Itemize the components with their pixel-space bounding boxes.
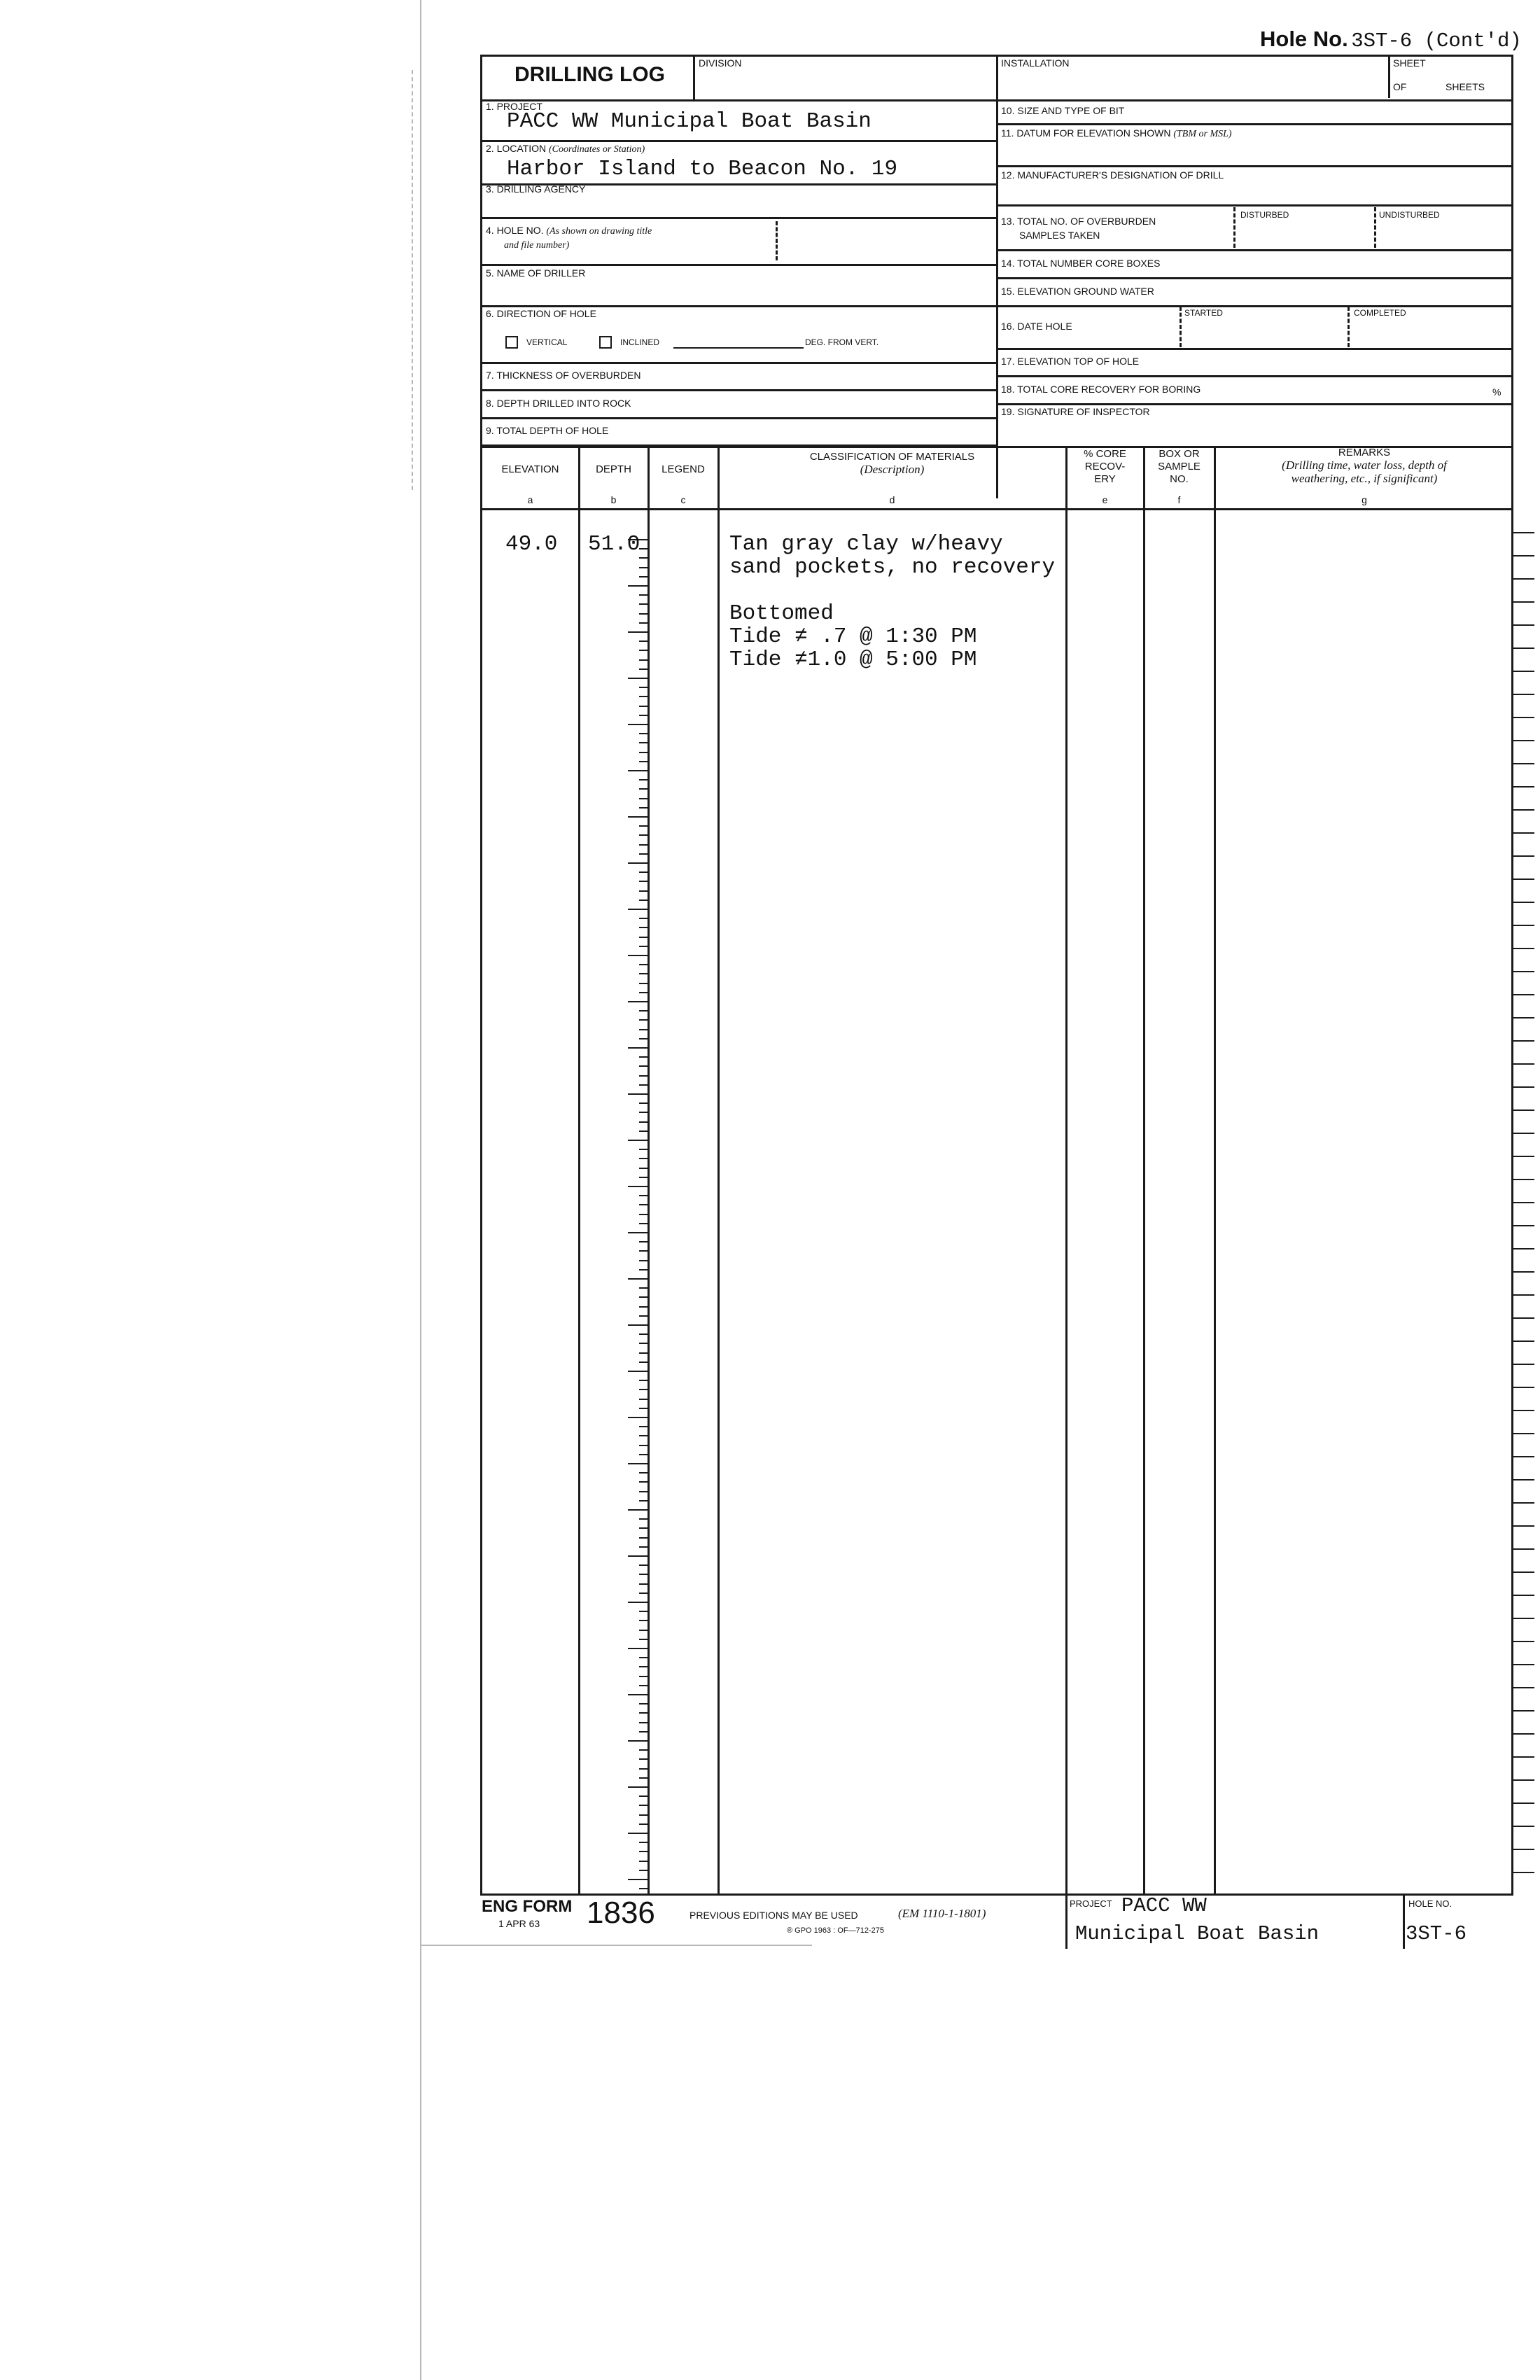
depth-tick <box>639 687 648 688</box>
depth-tick <box>639 1010 648 1011</box>
core-recovery-label: 18. TOTAL CORE RECOVERY FOR BORING <box>1001 384 1201 395</box>
legend-header: LEGEND <box>662 463 705 475</box>
depth-tick <box>639 1343 648 1344</box>
division-label: DIVISION <box>699 57 742 69</box>
depth-tick <box>628 1232 648 1233</box>
gpo-note: ® GPO 1963 : OF—712-275 <box>787 1926 884 1935</box>
scan-artifact-line <box>412 70 413 490</box>
edge-tick <box>1513 601 1534 603</box>
edge-tick <box>1513 948 1534 949</box>
depth-tick <box>639 1712 648 1714</box>
depth-tick <box>639 1149 648 1150</box>
depth-tick <box>639 937 648 938</box>
edge-tick <box>1513 1802 1534 1804</box>
inspector-signature-label: 19. SIGNATURE OF INSPECTOR <box>1001 406 1150 417</box>
depth-tick <box>639 1491 648 1492</box>
depth-tick <box>639 1112 648 1113</box>
depth-tick <box>639 761 648 762</box>
depth-tick <box>639 1075 648 1077</box>
column-letter: f <box>1177 494 1181 505</box>
depth-tick <box>628 1417 648 1418</box>
edge-tick <box>1513 1156 1534 1157</box>
edge-tick <box>1513 1572 1534 1573</box>
edge-tick <box>1513 786 1534 788</box>
edge-tick <box>1513 1202 1534 1203</box>
depth-tick <box>628 1463 648 1464</box>
edge-tick <box>1513 763 1534 764</box>
edge-tick <box>1513 1340 1534 1342</box>
edge-tick <box>1513 1248 1534 1250</box>
depth-tick <box>639 1214 648 1215</box>
depth-tick <box>628 862 648 864</box>
undisturbed-label: UNDISTURBED <box>1379 210 1440 220</box>
ground-water-label: 15. ELEVATION GROUND WATER <box>1001 286 1154 297</box>
edge-tick <box>1513 1502 1534 1504</box>
percent-sign: % <box>1492 386 1502 398</box>
depth-tick <box>639 1204 648 1205</box>
depth-tick <box>639 1454 648 1455</box>
hole-no-label: Hole No. <box>1260 27 1348 51</box>
depth-tick <box>639 1777 648 1779</box>
drill-designation-label: 12. MANUFACTURER'S DESIGNATION OF DRILL <box>1001 169 1224 181</box>
entry-description-line: sand pockets, no recovery <box>729 555 1056 580</box>
edge-tick <box>1513 694 1534 695</box>
depth-tick <box>639 548 648 550</box>
depth-tick <box>639 1315 648 1317</box>
depth-tick <box>639 1158 648 1159</box>
depth-tick <box>639 1038 648 1040</box>
edge-tick <box>1513 1063 1534 1065</box>
depth-tick <box>639 825 648 827</box>
footer-project-label: PROJECT <box>1070 1898 1112 1909</box>
depth-tick <box>639 1481 648 1483</box>
depth-into-rock-label: 8. DEPTH DRILLED INTO ROCK <box>486 398 631 409</box>
depth-tick <box>639 1306 648 1308</box>
depth-tick <box>628 955 648 956</box>
depth-tick <box>639 567 648 568</box>
depth-tick <box>639 733 648 734</box>
edge-tick <box>1513 832 1534 834</box>
sheet-label: SHEET <box>1393 57 1426 69</box>
edge-tick <box>1513 578 1534 580</box>
depth-tick <box>639 1250 648 1252</box>
depth-tick <box>628 1833 648 1834</box>
entry-description-line: Tan gray clay w/heavy <box>729 532 1003 556</box>
depth-tick <box>639 1611 648 1612</box>
project-value: PACC WW Municipal Boat Basin <box>507 109 872 134</box>
edge-tick <box>1513 1710 1534 1712</box>
depth-tick <box>628 1879 648 1880</box>
elevation-top-label: 17. ELEVATION TOP OF HOLE <box>1001 356 1140 367</box>
depth-tick <box>639 1546 648 1548</box>
edge-tick <box>1513 1364 1534 1365</box>
depth-tick <box>639 1380 648 1381</box>
hole-no-value: 3ST-6 (Cont'd) <box>1351 29 1522 52</box>
depth-tick <box>628 1509 648 1511</box>
depth-tick <box>639 798 648 799</box>
entry-description-line: Bottomed <box>729 601 834 626</box>
overburden-samples-label: 13. TOTAL NO. OF OVERBURDEN SAMPLES TAKEN <box>1001 216 1156 241</box>
depth-tick <box>639 1195 648 1196</box>
depth-tick <box>639 1768 648 1770</box>
depth-tick <box>628 1324 648 1326</box>
depth-tick <box>639 742 648 743</box>
edge-tick <box>1513 855 1534 857</box>
inclined-label: INCLINED <box>620 337 660 347</box>
scan-artifact-line <box>420 1945 812 1946</box>
entry-description-line: Tide ≠1.0 @ 5:00 PM <box>729 648 977 672</box>
edge-tick <box>1513 1756 1534 1758</box>
page-header <box>1260 27 1522 52</box>
project-label: 1. PROJECT <box>486 101 542 112</box>
footer-hole-value: 3ST-6 <box>1406 1922 1467 1945</box>
edge-tick <box>1513 671 1534 672</box>
depth-tick <box>639 1408 648 1409</box>
depth-tick <box>639 992 648 993</box>
depth-tick <box>628 1602 648 1603</box>
depth-tick <box>639 1842 648 1843</box>
deg-from-vert-label: DEG. FROM VERT. <box>805 337 879 347</box>
depth-tick <box>628 1093 648 1095</box>
edge-tick <box>1513 1225 1534 1226</box>
depth-tick <box>639 1749 648 1751</box>
depth-tick <box>628 585 648 587</box>
depth-tick <box>639 603 648 605</box>
edge-tick <box>1513 555 1534 556</box>
depth-tick <box>639 1666 648 1667</box>
vertical-label: VERTICAL <box>526 337 568 347</box>
footer-hole-label: HOLE NO. <box>1408 1898 1452 1909</box>
installation-label: INSTALLATION <box>1001 57 1070 69</box>
edge-tick <box>1513 1433 1534 1434</box>
depth-tick <box>639 844 648 846</box>
depth-tick <box>639 1592 648 1594</box>
edge-tick <box>1513 994 1534 995</box>
edge-tick <box>1513 1179 1534 1180</box>
edge-tick <box>1513 1525 1534 1527</box>
core-recovery-header: % CORE RECOV- ERY <box>1084 448 1126 485</box>
remarks-header: REMARKS (Drilling time, water loss, depth of weathering, etc., if significant) <box>1282 447 1447 485</box>
depth-tick <box>628 724 648 725</box>
depth-tick <box>639 557 648 559</box>
depth-tick <box>628 1047 648 1049</box>
depth-tick <box>628 1278 648 1280</box>
elevation-header: ELEVATION <box>501 463 559 475</box>
depth-tick <box>639 1731 648 1732</box>
edge-tick <box>1513 1664 1534 1665</box>
edge-tick <box>1513 1086 1534 1088</box>
depth-tick <box>639 1518 648 1520</box>
edge-tick <box>1513 1595 1534 1596</box>
form-title: DRILLING LOG <box>514 63 665 86</box>
edge-tick <box>1513 1456 1534 1457</box>
depth-tick <box>639 1399 648 1400</box>
depth-tick <box>639 1851 648 1852</box>
depth-tick <box>639 1676 648 1677</box>
edge-tick <box>1513 1479 1534 1480</box>
edge-tick <box>1513 1110 1534 1111</box>
bit-size-label: 10. SIZE AND TYPE OF BIT <box>1001 105 1125 116</box>
depth-tick <box>639 1870 648 1871</box>
depth-tick <box>639 1500 648 1502</box>
column-letter: g <box>1362 494 1367 505</box>
depth-tick <box>639 1352 648 1354</box>
depth-tick <box>639 1177 648 1178</box>
depth-tick <box>639 1121 648 1123</box>
datum-label: 11. DATUM FOR ELEVATION SHOWN (TBM or MSL) <box>1001 127 1232 139</box>
total-depth-label: 9. TOTAL DEPTH OF HOLE <box>486 425 609 436</box>
edge-tick <box>1513 878 1534 880</box>
depth-tick <box>639 1527 648 1529</box>
depth-tick <box>639 1472 648 1474</box>
column-letter: c <box>680 494 686 505</box>
depth-tick <box>639 1435 648 1436</box>
column-letter: b <box>610 494 617 505</box>
classification-header: CLASSIFICATION OF MATERIALS (Description) <box>809 451 975 476</box>
direction-label: 6. DIRECTION OF HOLE <box>486 308 596 319</box>
depth-tick <box>639 788 648 790</box>
scan-artifact-line <box>420 0 421 2380</box>
location-label: 2. LOCATION (Coordinates or Station) <box>486 143 645 155</box>
depth-tick <box>639 1065 648 1067</box>
depth-tick <box>639 668 648 670</box>
depth-tick <box>639 881 648 882</box>
depth-header: DEPTH <box>596 463 631 475</box>
depth-tick <box>628 1140 648 1141</box>
depth-tick <box>639 1389 648 1390</box>
depth-tick <box>628 1786 648 1788</box>
edge-tick <box>1513 971 1534 972</box>
sheets-label: SHEETS <box>1446 81 1485 92</box>
depth-tick <box>628 816 648 818</box>
edge-tick <box>1513 1294 1534 1296</box>
depth-tick <box>639 1574 648 1575</box>
depth-tick <box>639 622 648 624</box>
depth-tick <box>639 1795 648 1797</box>
edge-tick <box>1513 1133 1534 1134</box>
depth-tick <box>639 706 648 707</box>
depth-tick <box>639 715 648 716</box>
sheet-of-label: OF <box>1393 81 1407 92</box>
depth-tick <box>628 1648 648 1649</box>
depth-tick <box>639 899 648 901</box>
depth-tick <box>639 1703 648 1704</box>
depth-tick <box>639 752 648 753</box>
driller-name-label: 5. NAME OF DRILLER <box>486 267 586 279</box>
depth-tick <box>639 779 648 780</box>
completed-label: COMPLETED <box>1354 308 1406 318</box>
depth-tick <box>639 1241 648 1242</box>
edge-tick <box>1513 532 1534 533</box>
depth-tick <box>639 1102 648 1104</box>
box-sample-header: BOX OR SAMPLE NO. <box>1158 448 1200 485</box>
inclined-checkbox[interactable] <box>599 336 612 349</box>
depth-tick <box>639 1426 648 1427</box>
depth-tick <box>628 678 648 679</box>
depth-tick <box>639 834 648 836</box>
depth-tick <box>628 1694 648 1695</box>
footer-project-line1: PACC WW <box>1121 1894 1207 1917</box>
depth-tick <box>639 927 648 928</box>
depth-tick <box>628 909 648 910</box>
edge-tick <box>1513 740 1534 741</box>
date-hole-label: 16. DATE HOLE <box>1001 321 1072 332</box>
depth-tick <box>639 1888 648 1889</box>
depth-tick <box>639 640 648 642</box>
entry-depth: 51.0 <box>588 532 640 556</box>
footer-project-line2: Municipal Boat Basin <box>1075 1922 1320 1945</box>
edge-tick <box>1513 1872 1534 1873</box>
depth-tick <box>639 1260 648 1261</box>
core-boxes-label: 14. TOTAL NUMBER CORE BOXES <box>1001 258 1161 269</box>
edge-tick <box>1513 1387 1534 1388</box>
edge-tick <box>1513 1826 1534 1827</box>
depth-tick <box>639 1445 648 1446</box>
eng-form-label: ENG FORM <box>482 1897 573 1916</box>
depth-tick <box>639 890 648 892</box>
depth-tick <box>639 1084 648 1086</box>
depth-tick <box>639 964 648 965</box>
edge-tick <box>1513 648 1534 649</box>
em-reference: (EM 1110-1-1801) <box>898 1907 986 1920</box>
drilling-agency-label: 3. DRILLING AGENCY <box>486 183 586 195</box>
depth-tick <box>628 1186 648 1187</box>
form-number: 1836 <box>587 1896 655 1930</box>
edge-tick <box>1513 902 1534 903</box>
depth-tick <box>639 946 648 947</box>
edge-tick <box>1513 1040 1534 1042</box>
depth-tick <box>639 1722 648 1723</box>
depth-tick <box>639 918 648 919</box>
depth-tick <box>639 1823 648 1825</box>
edge-tick <box>1513 717 1534 718</box>
edge-tick <box>1513 925 1534 926</box>
depth-tick <box>639 1639 648 1640</box>
depth-tick <box>639 853 648 855</box>
location-value: Harbor Island to Beacon No. 19 <box>507 157 898 181</box>
edge-tick <box>1513 1618 1534 1619</box>
depth-tick <box>639 1269 648 1270</box>
edge-tick <box>1513 809 1534 811</box>
depth-tick <box>628 631 648 633</box>
edge-tick <box>1513 1687 1534 1688</box>
entry-elevation: 49.0 <box>505 532 558 556</box>
depth-tick <box>639 696 648 697</box>
depth-tick <box>639 650 648 651</box>
previous-editions-note: PREVIOUS EDITIONS MAY BE USED <box>690 1910 858 1921</box>
column-letter: e <box>1102 494 1108 505</box>
edge-tick <box>1513 1849 1534 1850</box>
depth-tick <box>639 807 648 808</box>
depth-tick <box>628 1371 648 1372</box>
depth-tick <box>628 1555 648 1557</box>
depth-tick <box>639 1814 648 1816</box>
depth-tick <box>639 1657 648 1658</box>
depth-tick <box>639 1287 648 1289</box>
depth-tick <box>628 1740 648 1742</box>
started-label: STARTED <box>1184 308 1223 318</box>
depth-tick <box>639 1130 648 1132</box>
depth-tick <box>639 983 648 984</box>
depth-tick <box>639 1685 648 1686</box>
depth-tick <box>639 1296 648 1298</box>
edge-tick <box>1513 1641 1534 1642</box>
depth-tick <box>639 1620 648 1621</box>
vertical-checkbox[interactable] <box>505 336 518 349</box>
depth-tick <box>639 1223 648 1224</box>
column-letter: a <box>527 494 533 505</box>
depth-tick <box>639 613 648 615</box>
edge-tick <box>1513 1317 1534 1319</box>
edge-tick <box>1513 1548 1534 1550</box>
depth-tick <box>639 659 648 661</box>
edge-tick <box>1513 1779 1534 1781</box>
edge-tick <box>1513 1271 1534 1273</box>
hole-no-field-label: 4. HOLE NO. (As shown on drawing title and file number) <box>486 225 652 251</box>
depth-tick <box>639 1056 648 1058</box>
edge-tick <box>1513 624 1534 626</box>
depth-tick <box>628 770 648 771</box>
edge-tick <box>1513 1733 1534 1735</box>
depth-tick <box>639 1019 648 1021</box>
form-date: 1 APR 63 <box>498 1918 540 1929</box>
depth-tick <box>639 1805 648 1806</box>
depth-tick <box>639 1537 648 1539</box>
depth-tick <box>639 1168 648 1169</box>
depth-tick <box>639 1861 648 1862</box>
disturbed-label: DISTURBED <box>1240 210 1289 220</box>
edge-tick <box>1513 1017 1534 1018</box>
edge-tick <box>1513 1410 1534 1411</box>
depth-tick <box>639 1630 648 1631</box>
depth-tick <box>639 1029 648 1030</box>
depth-tick <box>639 1564 648 1566</box>
column-letter: d <box>889 494 895 505</box>
depth-tick <box>639 1758 648 1760</box>
depth-tick <box>639 1583 648 1585</box>
depth-tick <box>639 576 648 578</box>
entry-description-line: Tide ≠ .7 @ 1:30 PM <box>729 624 977 649</box>
depth-tick <box>639 1362 648 1363</box>
depth-tick <box>628 1001 648 1002</box>
depth-tick <box>639 1334 648 1335</box>
depth-tick <box>639 973 648 974</box>
overburden-thickness-label: 7. THICKNESS OF OVERBURDEN <box>486 370 641 381</box>
depth-tick <box>639 872 648 873</box>
depth-tick <box>639 594 648 596</box>
